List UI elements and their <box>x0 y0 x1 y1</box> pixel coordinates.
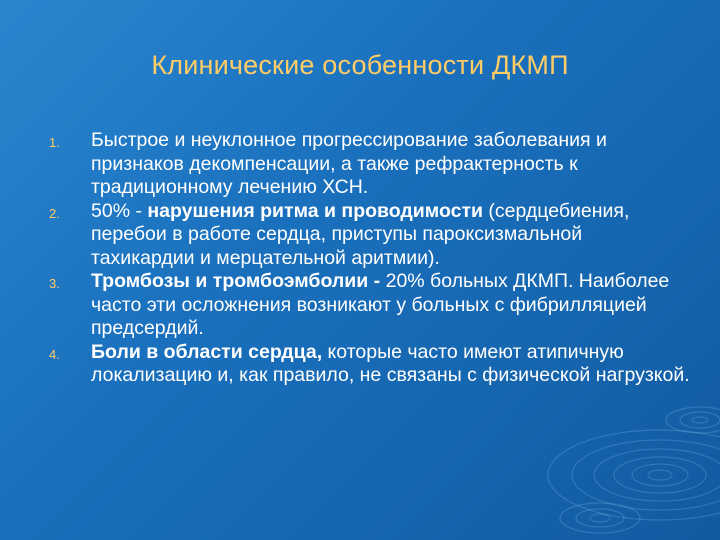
text-fragment: которые часто имеют атипичную локализацию и, как правило, не связаны с физической нагрузкой. <box>91 340 690 386</box>
list-item-number: 4. <box>49 346 60 362</box>
list-item <box>0 270 720 341</box>
list-item-number: 2. <box>49 205 60 221</box>
list-item-text <box>91 270 691 341</box>
slide-title: Клинические особенности ДКМП <box>151 50 569 80</box>
list-item <box>0 200 720 271</box>
list-item-text <box>91 129 691 200</box>
numbered-list <box>0 129 720 388</box>
list-item <box>0 129 720 200</box>
list-item-number: 1. <box>49 135 60 150</box>
list-item <box>0 341 720 388</box>
text-fragment: 50% - <box>91 199 148 222</box>
text-fragment: Быстрое и неуклонное прогрессирование заболевания и признаков декомпенсации, а также рефрактерность к традиционному лечению ХСН. <box>91 129 607 198</box>
text-fragment: (сердцебиения, перебои в работе сердца, приступы пароксизмальной тахикардии и мерцательной аритмии). <box>91 199 630 269</box>
list-item-text <box>91 200 691 271</box>
text-fragment: 20% больных ДКМП. Наиболее часто эти осложнения возникают у больных с фибрилляцией предсердий. <box>91 270 670 339</box>
emphasized-text: Боли в области сердца, <box>91 340 323 363</box>
list-item-number: 3. <box>49 276 60 291</box>
emphasized-text: нарушения ритма и проводимости <box>147 199 483 222</box>
emphasized-text: Тромбозы и тромбоэмболии - <box>91 270 386 292</box>
list-item-text <box>91 341 691 388</box>
